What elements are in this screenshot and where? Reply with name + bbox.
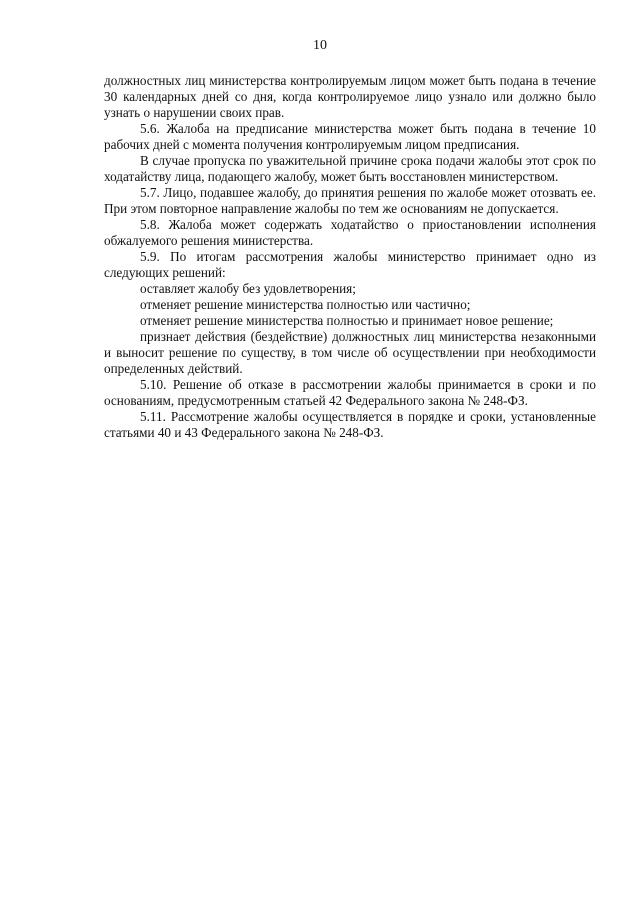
paragraph-5-7: 5.7. Лицо, подавшее жалобу, до принятия решения по жалобе может отозвать ее. При этом повторное направление жалобы по тем же основаниям не допускается. <box>104 185 596 216</box>
document-body <box>104 73 596 441</box>
paragraph-deadline-restoration: В случае пропуска по уважительной причине срока подачи жалобы этот срок по ходатайству лица, подающего жалобу, может быть восстановлен министерством. <box>104 153 596 184</box>
list-item-decision-3: отменяет решение министерства полностью и принимает новое решение; <box>140 313 554 328</box>
page-number: 10 <box>313 38 327 53</box>
list-item-decision-2: отменяет решение министерства полностью или частично; <box>140 297 471 312</box>
list-item-decision-1: оставляет жалобу без удовлетворения; <box>140 281 356 296</box>
paragraph-5-11: 5.11. Рассмотрение жалобы осуществляется в порядке и сроки, установленные статьями 40 и 43 Федерального закона № 248-ФЗ. <box>104 409 596 440</box>
paragraph-5-10: 5.10. Решение об отказе в рассмотрении жалобы принимается в сроки и по основаниям, предусмотренным статьей 42 Федерального закона № 248-ФЗ. <box>104 377 596 408</box>
paragraph-5-6: 5.6. Жалоба на предписание министерства может быть подана в течение 10 рабочих дней с момента получения контролируемым лицом предписания. <box>104 121 596 152</box>
list-item-decision-4: признает действия (бездействие) должностных лиц министерства незаконными и выносит решение по существу, в том числе об осуществлении при необходимости определенных действий. <box>104 329 596 376</box>
paragraph-5-8: 5.8. Жалоба может содержать ходатайство о приостановлении исполнения обжалуемого решения министерства. <box>104 217 596 248</box>
paragraph-continuation: должностных лиц министерства контролируемым лицом может быть подана в течение 30 календарных дней со дня, когда контролируемое лицо узнало или должно было узнать о нарушении своих прав. <box>104 73 596 120</box>
paragraph-5-9: 5.9. По итогам рассмотрения жалобы министерство принимает одно из следующих решений: <box>104 249 596 280</box>
